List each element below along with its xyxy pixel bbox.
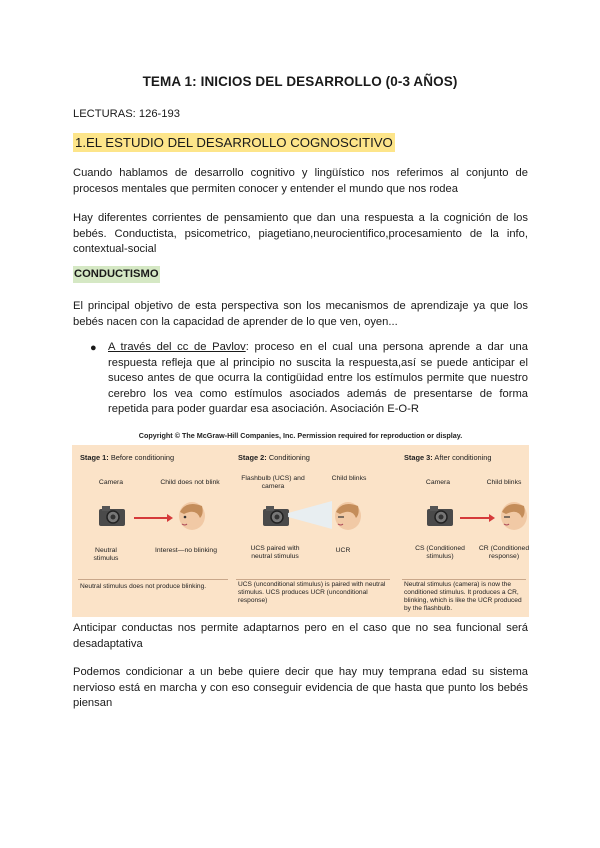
bullet-item — [108, 340, 528, 418]
stage-3-caption: Neutral stimulus (camera) is now the conditioned stimulus. It produces a CR, blinking, which is like the UCR produced by the flashbulb. — [404, 581, 522, 612]
stage-2-right-label: Child blinks — [331, 475, 367, 482]
stage-3-right-label: Child blinks — [486, 479, 522, 486]
stage-3-right-bottom: CR (Conditioned response) — [478, 545, 530, 560]
camera-icon — [426, 505, 454, 527]
section-heading-1: 1.EL ESTUDIO DEL DESARROLLO COGNOSCITIVO — [75, 135, 393, 150]
paragraph-2: Hay diferentes corrientes de pensamiento que dan una respuesta a la cognición de los bebés. Conductista, psicometrico, piagetiano,neurocientifico,procesamiento de la info, contextual-social — [73, 212, 528, 255]
figure-body — [72, 445, 529, 617]
bullet-text: : proceso en el cual una persona aprende a dar una respuesta refleja que al principio no suscita la respuesta,así se puede anticipar el suceso antes de que ocurra la contigüidad entre los estímulos permite que nuestro cerebro los vea como estímulos asociados además de presentarse de forma repetida para poder guardar esa asociación. Asociación E-O-R — [108, 341, 528, 415]
divider — [78, 579, 228, 580]
paragraph-5: Podemos condicionar a un bebe quiere decir que hay muy temprana edad su sistema nervioso está en marcha y con eso conseguir evidencia de que hasta que punto los bebés piensan — [73, 666, 528, 709]
stage-2-title: Stage 2: Conditioning — [238, 453, 310, 462]
stage-3-left-label: Camera — [425, 479, 451, 486]
stage-2-caption: UCS (unconditional stimulus) is paired with neutral stimulus. UCS produces UCR (unconditional response) — [238, 581, 386, 604]
camera-icon — [262, 505, 290, 527]
stage-1-title: Stage 1: Before conditioning — [80, 453, 175, 462]
divider — [236, 579, 390, 580]
divider — [402, 579, 526, 580]
stage-2-left-label: Flashbulb (UCS) and camera — [241, 475, 305, 490]
bullet-link[interactable]: A través del cc de Pavlov — [108, 341, 246, 353]
child-face-icon — [496, 500, 528, 534]
arrow-icon — [134, 517, 168, 519]
stage-1-right-label: Child does not blink — [160, 479, 220, 486]
stage-1-right-bottom: Interest—no blinking — [155, 547, 217, 554]
page-title: TEMA 1: INICIOS DEL DESARROLLO (0-3 AÑOS) — [142, 74, 458, 89]
paragraph-1: Cuando hablamos de desarrollo cognitivo y lingüístico nos referimos al conjunto de procesos mentales que permiten conocer y entender el mundo que nos rodea — [73, 167, 528, 195]
paragraph-4: Anticipar conductas nos permite adaptarnos pero en el caso que no sea funcional será desadaptativa — [73, 622, 528, 650]
flash-beam-icon — [288, 501, 332, 529]
stage-1-caption: Neutral stimulus does not produce blinking. — [80, 583, 207, 590]
readings-line: LECTURAS: 126-193 — [73, 108, 180, 120]
conditioning-figure — [72, 427, 529, 617]
stage-3-left-bottom: CS (Conditioned stimulus) — [415, 545, 465, 560]
section-heading-2: CONDUCTISMO — [73, 266, 160, 283]
stage-1-left-bottom: Neutral stimulus — [93, 547, 119, 562]
stage-1-left-label: Camera — [98, 479, 124, 486]
bullet-marker: ● — [90, 342, 97, 354]
arrow-icon — [460, 517, 490, 519]
stage-3-title: Stage 3: After conditioning — [404, 453, 492, 462]
camera-icon — [98, 505, 126, 527]
stage-2-right-bottom: UCR — [335, 547, 351, 554]
figure-copyright: Copyright © The McGraw-Hill Companies, Inc. Permission required for reproduction or display. — [72, 427, 529, 445]
stage-2-left-bottom: UCS paired with neutral stimulus — [250, 545, 300, 560]
child-face-icon — [330, 500, 362, 534]
child-face-icon — [174, 500, 206, 534]
paragraph-3: El principal objetivo de esta perspectiva son los mecanismos de aprendizaje ya que los bebés nacen con la capacidad de aprender de lo que ven, oyen... — [73, 300, 528, 328]
